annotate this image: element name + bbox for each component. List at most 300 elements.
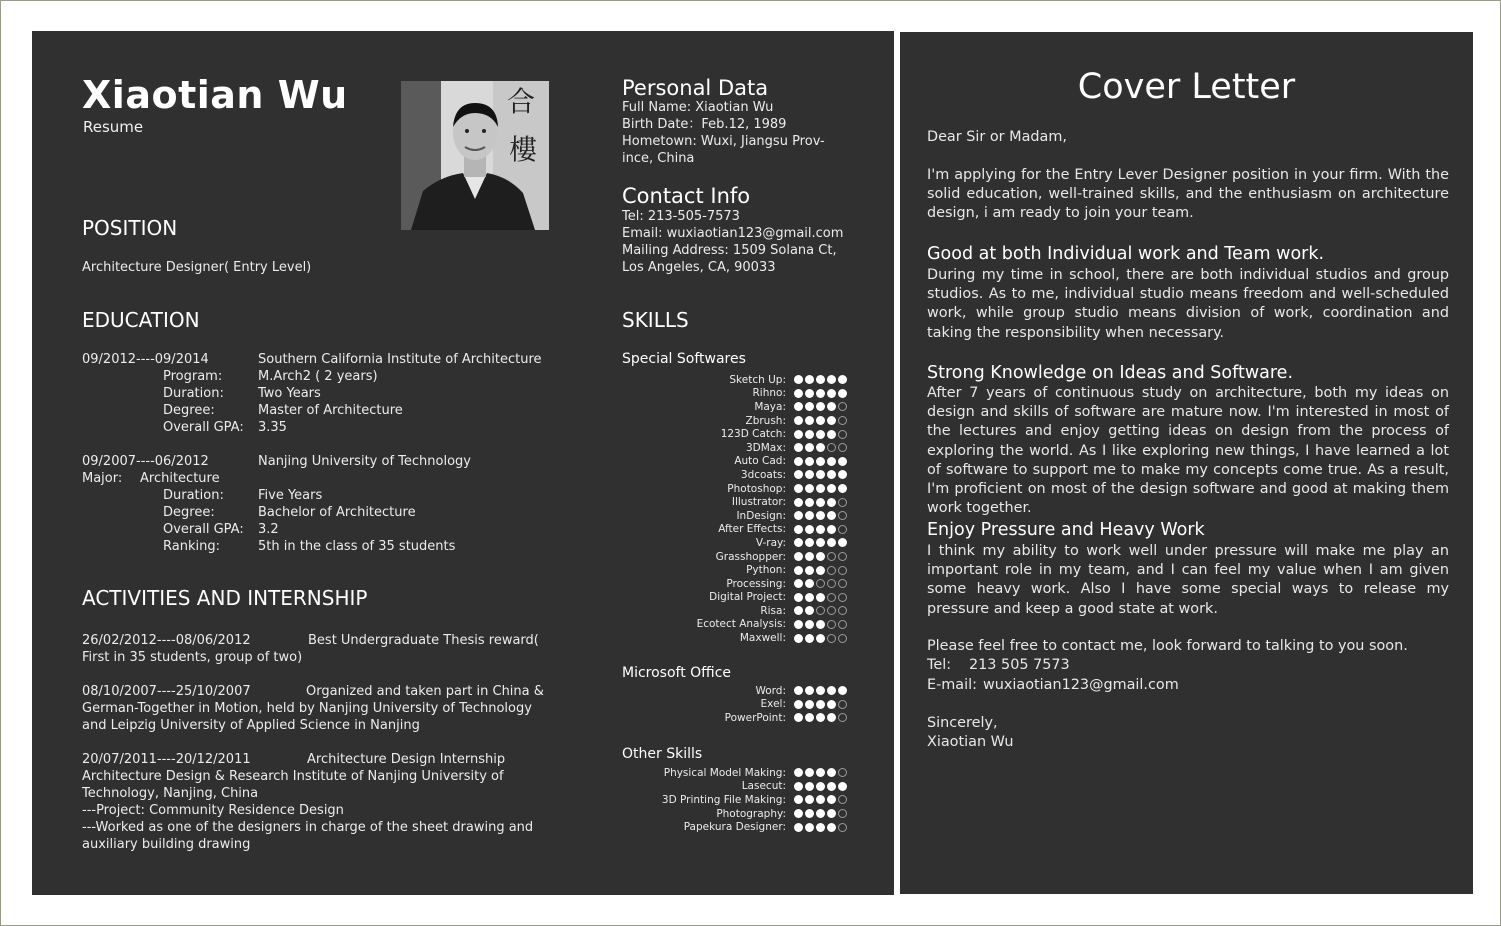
- filled-dot-icon: [838, 538, 847, 547]
- contact-line: Email: wuxiaotian123@gmail.com: [622, 226, 844, 241]
- empty-dot-icon: [838, 713, 847, 722]
- empty-dot-icon: [838, 566, 847, 575]
- edu2-value: Five Years: [258, 488, 323, 503]
- skill-rating: [794, 795, 847, 804]
- filled-dot-icon: [838, 484, 847, 493]
- filled-dot-icon: [805, 498, 814, 507]
- filled-dot-icon: [816, 713, 825, 722]
- personal-line: Hometown: Wuxi, Jiangsu Prov-: [622, 134, 825, 149]
- skill-label: Sketch Up:: [729, 373, 786, 386]
- filled-dot-icon: [816, 484, 825, 493]
- filled-dot-icon: [838, 686, 847, 695]
- empty-dot-icon: [838, 768, 847, 777]
- filled-dot-icon: [827, 700, 836, 709]
- filled-dot-icon: [794, 389, 803, 398]
- empty-dot-icon: [827, 634, 836, 643]
- skill-label: Rihno:: [752, 387, 786, 400]
- skill-label: Papekura Designer:: [683, 821, 786, 834]
- skill-label: V-ray:: [755, 536, 786, 549]
- skill-rating: [794, 606, 847, 615]
- email-value: wuxiaotian123@gmail.com: [983, 677, 1179, 693]
- section-heading-pressure: Enjoy Pressure and Heavy Work: [927, 520, 1205, 540]
- edu1-value: 3.35: [258, 420, 287, 435]
- filled-dot-icon: [805, 795, 814, 804]
- skill-row: [622, 577, 847, 591]
- filled-dot-icon: [794, 620, 803, 629]
- profile-photo: [401, 81, 549, 230]
- skill-label: Maxwell:: [739, 632, 786, 645]
- skill-rating: [794, 686, 847, 695]
- filled-dot-icon: [827, 511, 836, 520]
- filled-dot-icon: [816, 634, 825, 643]
- filled-dot-icon: [794, 443, 803, 452]
- skill-rating: [794, 389, 847, 398]
- activity3-dates: 20/07/2011----20/12/2011: [82, 752, 251, 767]
- empty-dot-icon: [827, 606, 836, 615]
- skill-row: [622, 631, 847, 645]
- filled-dot-icon: [805, 768, 814, 777]
- filled-dot-icon: [805, 430, 814, 439]
- skill-rating: [794, 768, 847, 777]
- activity3-line: auxiliary building drawing: [82, 837, 251, 852]
- skill-row: [622, 427, 847, 441]
- filled-dot-icon: [794, 511, 803, 520]
- filled-dot-icon: [827, 416, 836, 425]
- empty-dot-icon: [838, 416, 847, 425]
- calligraphy-char-1: 合: [506, 85, 536, 118]
- filled-dot-icon: [794, 402, 803, 411]
- empty-dot-icon: [816, 579, 825, 588]
- filled-dot-icon: [805, 700, 814, 709]
- skill-row: [622, 414, 847, 428]
- skill-label: Illustrator:: [731, 496, 786, 509]
- skill-rating: [794, 700, 847, 709]
- filled-dot-icon: [816, 809, 825, 818]
- activity3-line: ---Worked as one of the designers in charge of the sheet drawing and: [82, 820, 534, 835]
- tel-value: 213 505 7573: [969, 657, 1070, 673]
- pressure-paragraph: I think my ability to work well under pressure will make me play an important role in my team, and I can feel my value when I am given some heavy work. Also I have some special ways to release my pressure and keep a good state at work.: [927, 543, 1449, 617]
- skill-label: Python:: [746, 564, 786, 577]
- cover-title: Cover Letter: [1077, 67, 1296, 107]
- skill-rating: [794, 713, 847, 722]
- skill-row: [622, 495, 847, 509]
- filled-dot-icon: [805, 443, 814, 452]
- edu1-dates: 09/2012----09/2014: [82, 352, 209, 367]
- empty-dot-icon: [838, 525, 847, 534]
- filled-dot-icon: [827, 768, 836, 777]
- portrait-image: [401, 81, 549, 230]
- empty-dot-icon: [827, 579, 836, 588]
- skill-label: Photoshop:: [727, 482, 786, 495]
- filled-dot-icon: [805, 809, 814, 818]
- contact-line: Mailing Address: 1509 Solana Ct,: [622, 243, 837, 258]
- filled-dot-icon: [794, 484, 803, 493]
- filled-dot-icon: [816, 823, 825, 832]
- edu1-school: Southern California Institute of Architecture: [258, 352, 542, 367]
- filled-dot-icon: [794, 416, 803, 425]
- filled-dot-icon: [805, 538, 814, 547]
- filled-dot-icon: [794, 430, 803, 439]
- skill-row: [622, 482, 847, 496]
- empty-dot-icon: [838, 443, 847, 452]
- activity1-title: Best Undergraduate Thesis reward(: [308, 633, 539, 648]
- skill-rating: [794, 593, 847, 602]
- salutation: Dear Sir or Madam,: [927, 129, 1067, 145]
- filled-dot-icon: [827, 795, 836, 804]
- other-skills-heading: Other Skills: [622, 746, 703, 762]
- filled-dot-icon: [805, 620, 814, 629]
- filled-dot-icon: [805, 375, 814, 384]
- edu2-school: Nanjing University of Technology: [258, 454, 471, 469]
- filled-dot-icon: [827, 686, 836, 695]
- filled-dot-icon: [794, 498, 803, 507]
- edu2-major-value: Architecture: [140, 471, 220, 486]
- skill-rating: [794, 443, 847, 452]
- filled-dot-icon: [827, 538, 836, 547]
- empty-dot-icon: [838, 593, 847, 602]
- skill-label: InDesign:: [736, 509, 786, 522]
- filled-dot-icon: [816, 566, 825, 575]
- filled-dot-icon: [838, 470, 847, 479]
- calligraphy-char-2: 樓: [508, 133, 538, 166]
- filled-dot-icon: [805, 823, 814, 832]
- skill-label: Maya:: [754, 400, 786, 413]
- edu2-value: Bachelor of Architecture: [258, 505, 416, 520]
- filled-dot-icon: [805, 606, 814, 615]
- filled-dot-icon: [816, 700, 825, 709]
- filled-dot-icon: [794, 606, 803, 615]
- filled-dot-icon: [816, 795, 825, 804]
- skill-rating: [794, 430, 847, 439]
- filled-dot-icon: [816, 782, 825, 791]
- intro-paragraph: I'm applying for the Entry Lever Designer position in your firm. With the solid education, well-trained skills, and the enthusiasm on architecture design, i am ready to join your team.: [927, 167, 1449, 222]
- skill-label: Lasecut:: [741, 780, 786, 793]
- filled-dot-icon: [816, 593, 825, 602]
- filled-dot-icon: [794, 768, 803, 777]
- filled-dot-icon: [794, 823, 803, 832]
- empty-dot-icon: [838, 700, 847, 709]
- edu1-label: Overall GPA:: [163, 420, 244, 435]
- skill-label: Ecotect Analysis:: [696, 618, 786, 631]
- filled-dot-icon: [827, 713, 836, 722]
- filled-dot-icon: [838, 389, 847, 398]
- skill-rating: [794, 782, 847, 791]
- filled-dot-icon: [827, 484, 836, 493]
- personal-heading: Personal Data: [622, 76, 769, 100]
- filled-dot-icon: [838, 782, 847, 791]
- skill-row: [622, 820, 847, 834]
- filled-dot-icon: [794, 593, 803, 602]
- skill-row: [622, 618, 847, 632]
- filled-dot-icon: [827, 823, 836, 832]
- edu1-value: M.Arch2 ( 2 years): [258, 369, 378, 384]
- resume-page: [32, 31, 894, 895]
- filled-dot-icon: [805, 593, 814, 602]
- edu1-label: Duration:: [163, 386, 224, 401]
- empty-dot-icon: [827, 566, 836, 575]
- empty-dot-icon: [827, 593, 836, 602]
- section-heading-knowledge: Strong Knowledge on Ideas and Software.: [927, 363, 1294, 383]
- edu2-value: 5th in the class of 35 students: [258, 539, 456, 554]
- skill-row: [622, 780, 847, 794]
- filled-dot-icon: [805, 511, 814, 520]
- skill-label: Processing:: [726, 577, 786, 590]
- empty-dot-icon: [838, 430, 847, 439]
- empty-dot-icon: [838, 809, 847, 818]
- empty-dot-icon: [838, 579, 847, 588]
- edu1-value: Master of Architecture: [258, 403, 403, 418]
- closing-line: Please feel free to contact me, look forward to talking to you soon.: [927, 638, 1408, 654]
- other-skills-list: [622, 766, 847, 834]
- resume-name: Xiaotian Wu: [82, 73, 348, 117]
- filled-dot-icon: [805, 389, 814, 398]
- activity3-line: ---Project: Community Residence Design: [82, 803, 344, 818]
- edu2-major-label: Major:: [82, 471, 123, 486]
- empty-dot-icon: [838, 511, 847, 520]
- skill-label: Photography:: [716, 807, 786, 820]
- skill-rating: [794, 552, 847, 561]
- office-heading: Microsoft Office: [622, 665, 732, 681]
- skill-label: 3dcoats:: [740, 468, 786, 481]
- filled-dot-icon: [816, 686, 825, 695]
- skill-rating: [794, 566, 847, 575]
- filled-dot-icon: [794, 579, 803, 588]
- filled-dot-icon: [794, 782, 803, 791]
- skill-row: [622, 468, 847, 482]
- filled-dot-icon: [805, 484, 814, 493]
- skill-label: After Effects:: [718, 523, 786, 536]
- skill-row: [622, 441, 847, 455]
- teamwork-paragraph: During my time in school, there are both individual studios and group studios. As to me, individual studio means freedom and well-scheduled work, while group studio means division of work, coordination and taking the responsibility when necessary.: [927, 267, 1449, 341]
- filled-dot-icon: [794, 634, 803, 643]
- skill-row: [622, 807, 847, 821]
- skill-rating: [794, 511, 847, 520]
- filled-dot-icon: [816, 538, 825, 547]
- skill-row: [622, 550, 847, 564]
- skill-label: PowerPoint:: [724, 711, 786, 724]
- filled-dot-icon: [794, 538, 803, 547]
- skill-row: [622, 604, 847, 618]
- skill-label: Zbrush:: [745, 414, 786, 427]
- empty-dot-icon: [816, 606, 825, 615]
- filled-dot-icon: [794, 809, 803, 818]
- activity2-line: German-Together in Motion, held by Nanjing University of Technology: [82, 701, 532, 716]
- knowledge-paragraph: After 7 years of continuous study on architecture, both my ideas on design and skills of software are mature now. I'm interested in most of the lectures and enjoy getting ideas on design from the process of exploring the world. As I like exploring new things, I have learned a lot of software to support me to make my concepts come true. As a result, I'm proficient on most of the design software and good at making them work together.: [927, 385, 1449, 517]
- edu2-value: 3.2: [258, 522, 279, 537]
- skill-row: [622, 400, 847, 414]
- activities-heading: ACTIVITIES AND INTERNSHIP: [82, 586, 368, 610]
- contact-line: Tel: 213-505-7573: [622, 209, 740, 224]
- office-skills-list: [622, 684, 847, 725]
- skill-row: [622, 684, 847, 698]
- skill-row: [622, 509, 847, 523]
- empty-dot-icon: [827, 552, 836, 561]
- personal-line: Birth Date：Feb.12, 1989: [622, 117, 787, 132]
- empty-dot-icon: [838, 498, 847, 507]
- filled-dot-icon: [838, 457, 847, 466]
- filled-dot-icon: [838, 375, 847, 384]
- skill-label: Physical Model Making:: [663, 766, 786, 779]
- filled-dot-icon: [805, 566, 814, 575]
- empty-dot-icon: [838, 823, 847, 832]
- filled-dot-icon: [816, 525, 825, 534]
- filled-dot-icon: [805, 686, 814, 695]
- skill-row: [622, 387, 847, 401]
- filled-dot-icon: [794, 470, 803, 479]
- skill-rating: [794, 538, 847, 547]
- skill-row: [622, 766, 847, 780]
- filled-dot-icon: [827, 809, 836, 818]
- filled-dot-icon: [816, 443, 825, 452]
- skill-row: [622, 455, 847, 469]
- filled-dot-icon: [827, 498, 836, 507]
- skill-rating: [794, 470, 847, 479]
- personal-line: ince, China: [622, 151, 695, 166]
- filled-dot-icon: [794, 713, 803, 722]
- special-softwares-heading: Special Softwares: [622, 351, 746, 367]
- filled-dot-icon: [794, 795, 803, 804]
- filled-dot-icon: [805, 402, 814, 411]
- filled-dot-icon: [805, 416, 814, 425]
- empty-dot-icon: [838, 552, 847, 561]
- skill-rating: [794, 809, 847, 818]
- filled-dot-icon: [805, 634, 814, 643]
- cover-letter-page: [900, 32, 1473, 894]
- filled-dot-icon: [805, 457, 814, 466]
- skill-label: 3D Printing File Making:: [661, 793, 786, 806]
- skill-rating: [794, 416, 847, 425]
- resume-subtitle: Resume: [83, 118, 144, 136]
- skill-row: [622, 591, 847, 605]
- position-value: Architecture Designer( Entry Level): [82, 260, 312, 275]
- signoff: Sincerely,: [927, 715, 998, 731]
- activity2-dates: 08/10/2007----25/10/2007: [82, 684, 251, 699]
- filled-dot-icon: [805, 470, 814, 479]
- filled-dot-icon: [816, 375, 825, 384]
- filled-dot-icon: [794, 686, 803, 695]
- skill-rating: [794, 402, 847, 411]
- skill-rating: [794, 823, 847, 832]
- activity2-title: Organized and taken part in China &: [306, 684, 544, 699]
- filled-dot-icon: [816, 402, 825, 411]
- edu1-label: Program:: [163, 369, 223, 384]
- filled-dot-icon: [805, 525, 814, 534]
- skill-rating: [794, 634, 847, 643]
- filled-dot-icon: [827, 782, 836, 791]
- filled-dot-icon: [816, 511, 825, 520]
- skill-row: [622, 711, 847, 725]
- skill-row: [622, 563, 847, 577]
- position-heading: POSITION: [82, 216, 178, 240]
- skill-row: [622, 793, 847, 807]
- filled-dot-icon: [827, 525, 836, 534]
- empty-dot-icon: [827, 443, 836, 452]
- personal-line: Full Name: Xiaotian Wu: [622, 100, 774, 115]
- activity3-title: Architecture Design Internship: [307, 752, 506, 767]
- filled-dot-icon: [816, 457, 825, 466]
- skill-row: [622, 523, 847, 537]
- contact-heading: Contact Info: [622, 184, 751, 208]
- filled-dot-icon: [816, 470, 825, 479]
- skill-rating: [794, 498, 847, 507]
- filled-dot-icon: [827, 457, 836, 466]
- skill-rating: [794, 484, 847, 493]
- activity1-line: First in 35 students, group of two): [82, 650, 303, 665]
- edu2-label: Duration:: [163, 488, 224, 503]
- filled-dot-icon: [794, 375, 803, 384]
- filled-dot-icon: [805, 552, 814, 561]
- empty-dot-icon: [838, 402, 847, 411]
- empty-dot-icon: [838, 606, 847, 615]
- activity3-line: Technology, Nanjing, China: [82, 786, 259, 801]
- filled-dot-icon: [827, 470, 836, 479]
- skill-row: [622, 373, 847, 387]
- filled-dot-icon: [827, 375, 836, 384]
- filled-dot-icon: [805, 713, 814, 722]
- filled-dot-icon: [816, 389, 825, 398]
- skill-label: Exel:: [760, 698, 786, 711]
- activity2-line: and Leipzig University of Applied Science in Nanjing: [82, 718, 420, 733]
- edu2-label: Ranking:: [163, 539, 220, 554]
- contact-line: Los Angeles, CA, 90033: [622, 260, 776, 275]
- education-heading: EDUCATION: [82, 308, 200, 332]
- edu1-label: Degree:: [163, 403, 215, 418]
- section-heading-teamwork: Good at both Individual work and Team work.: [927, 244, 1325, 264]
- filled-dot-icon: [827, 389, 836, 398]
- skills-heading: SKILLS: [622, 308, 689, 332]
- empty-dot-icon: [827, 620, 836, 629]
- filled-dot-icon: [794, 552, 803, 561]
- empty-dot-icon: [838, 634, 847, 643]
- filled-dot-icon: [827, 430, 836, 439]
- skill-label: 3DMax:: [745, 441, 786, 454]
- tel-label: Tel:: [927, 657, 952, 673]
- skill-rating: [794, 525, 847, 534]
- special-softwares-list: [622, 373, 847, 645]
- edu2-dates: 09/2007----06/2012: [82, 454, 209, 469]
- edu2-label: Overall GPA:: [163, 522, 244, 537]
- skill-label: Word:: [755, 684, 786, 697]
- filled-dot-icon: [805, 579, 814, 588]
- edu2-label: Degree:: [163, 505, 215, 520]
- filled-dot-icon: [794, 457, 803, 466]
- filled-dot-icon: [794, 566, 803, 575]
- filled-dot-icon: [805, 782, 814, 791]
- edu1-value: Two Years: [258, 386, 321, 401]
- filled-dot-icon: [794, 700, 803, 709]
- filled-dot-icon: [816, 498, 825, 507]
- skill-rating: [794, 579, 847, 588]
- skill-label: Risa:: [760, 604, 786, 617]
- activity3-line: Architecture Design & Research Institute of Nanjing University of: [82, 769, 504, 784]
- empty-dot-icon: [838, 620, 847, 629]
- skill-row: [622, 698, 847, 712]
- skill-rating: [794, 620, 847, 629]
- filled-dot-icon: [816, 552, 825, 561]
- skill-label: Auto Cad:: [734, 455, 786, 468]
- skill-label: Digital Project:: [709, 591, 786, 604]
- skill-rating: [794, 457, 847, 466]
- filled-dot-icon: [794, 525, 803, 534]
- filled-dot-icon: [816, 768, 825, 777]
- skill-row: [622, 536, 847, 550]
- skill-label: 123D Catch:: [720, 428, 786, 441]
- signature: Xiaotian Wu: [927, 734, 1014, 750]
- filled-dot-icon: [827, 402, 836, 411]
- filled-dot-icon: [816, 620, 825, 629]
- filled-dot-icon: [816, 416, 825, 425]
- activity1-dates: 26/02/2012----08/06/2012: [82, 633, 251, 648]
